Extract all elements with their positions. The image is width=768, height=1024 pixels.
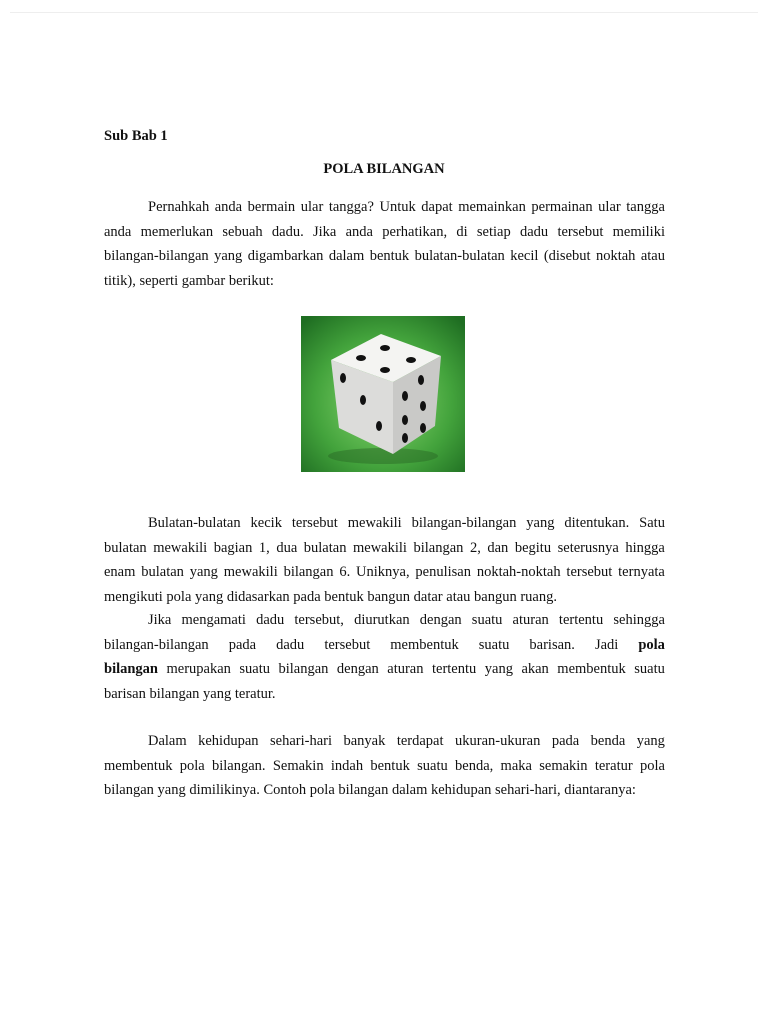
word: Uniknya, xyxy=(356,564,410,580)
word: diurutkan xyxy=(354,612,410,628)
word: Satu xyxy=(639,515,665,531)
word: aturan xyxy=(387,661,424,677)
word: 1, xyxy=(258,539,270,556)
word: bulatan xyxy=(141,564,184,580)
dice-image xyxy=(301,316,465,472)
word: bermain xyxy=(247,199,296,215)
word: anda xyxy=(104,223,132,240)
word: tertentu xyxy=(558,612,604,628)
word: yang xyxy=(636,733,665,749)
word: yang xyxy=(189,564,218,580)
word: bilangan xyxy=(278,661,329,677)
word: mewakili xyxy=(153,539,208,556)
word: 2, xyxy=(469,539,481,556)
word: dadu xyxy=(276,636,305,653)
word: tersebut xyxy=(291,515,338,531)
text-line xyxy=(104,244,665,269)
word: bentuk xyxy=(370,757,410,774)
text-line xyxy=(104,633,665,658)
paragraph-4 xyxy=(104,729,665,803)
word: memiliki xyxy=(612,223,665,240)
text-line xyxy=(104,608,665,633)
word: tersebut xyxy=(324,636,371,653)
word: Untuk xyxy=(379,199,416,215)
word: bilangan. xyxy=(212,757,266,774)
word: teratur xyxy=(594,757,633,774)
page-edge xyxy=(10,12,758,13)
line-text: barisan bilangan yang teratur. xyxy=(104,685,276,702)
word: memerlukan xyxy=(140,223,214,240)
paragraph-3 xyxy=(104,608,665,706)
line-text: titik), seperti gambar berikut: xyxy=(104,272,274,289)
word: membentuk xyxy=(104,757,173,774)
word: tersebut xyxy=(557,223,604,240)
word: tersebut xyxy=(566,564,613,580)
word: perhatikan, xyxy=(382,223,448,240)
word: kehidupan xyxy=(198,733,259,749)
word: hingga xyxy=(625,539,665,556)
word: dengan xyxy=(419,612,462,628)
word: dua xyxy=(276,539,298,556)
word: dalam xyxy=(328,248,365,264)
word: sebuah xyxy=(222,223,263,240)
word: anda xyxy=(345,223,373,240)
word: akan xyxy=(521,661,549,677)
word: bulatan xyxy=(104,539,147,556)
text-line xyxy=(104,778,665,803)
word: bilangan-bilangan xyxy=(411,515,517,531)
word: seterusnya xyxy=(557,539,619,556)
word: ukuran-ukuran xyxy=(454,733,541,749)
word: bilangan xyxy=(413,539,464,556)
text-line xyxy=(104,729,665,754)
word: suatu xyxy=(634,661,665,677)
word: ditentukan. xyxy=(564,515,630,531)
word: mewakili xyxy=(223,564,278,580)
word: Dalam xyxy=(148,733,187,749)
word: pola xyxy=(639,757,665,774)
text-line xyxy=(104,657,665,682)
word: kecil xyxy=(510,248,539,264)
line-text: bilangan yang dimilikinya. Contoh pola bilangan dalam kehidupan sehari-hari, diantaranya: xyxy=(104,782,636,798)
word: (disebut xyxy=(543,248,591,264)
text-line xyxy=(104,754,665,779)
word: aturan xyxy=(512,612,549,628)
word: semakin xyxy=(539,757,588,774)
word: bulatan-bulatan xyxy=(414,248,505,264)
word: dapat xyxy=(421,199,453,215)
word: terdapat xyxy=(396,733,444,749)
word: pada xyxy=(551,733,580,749)
word: banyak xyxy=(343,733,386,749)
word: yang xyxy=(484,661,513,677)
word: tangga xyxy=(626,199,665,215)
paragraph-2 xyxy=(104,511,665,609)
word: Jika xyxy=(313,223,337,240)
word: memainkan xyxy=(458,199,526,215)
word: Semakin xyxy=(272,757,324,774)
word: anda xyxy=(214,199,243,215)
word: sehari-hari xyxy=(270,733,332,749)
word: tertentu xyxy=(431,661,477,677)
word: Jadi xyxy=(594,636,619,653)
word: benda, xyxy=(455,757,494,774)
text-line xyxy=(104,536,665,561)
word: begitu xyxy=(514,539,552,556)
bold-term: bilangan xyxy=(104,661,158,677)
word: setiap xyxy=(476,223,511,240)
text-line xyxy=(104,220,665,245)
word: enam xyxy=(104,564,136,580)
word: noktah xyxy=(595,248,636,264)
word: yang xyxy=(526,515,555,531)
word: ular xyxy=(300,199,324,215)
word: mewakili xyxy=(353,539,407,556)
word: ular xyxy=(598,199,621,215)
word: tersebut, xyxy=(294,612,344,628)
paragraph-1 xyxy=(104,195,665,293)
word: pola xyxy=(179,757,205,774)
word: bilangan-bilangan xyxy=(104,636,209,653)
word: Bulatan-bulatan xyxy=(148,515,241,531)
word: permainan xyxy=(531,199,593,215)
word: sehingga xyxy=(613,612,665,628)
word: digambarkan xyxy=(247,248,324,264)
word: dengan xyxy=(336,661,379,677)
text-line xyxy=(104,560,665,585)
word: suatu xyxy=(239,661,270,677)
text-line xyxy=(104,585,665,610)
word: bentuk xyxy=(369,248,410,264)
word: membentuk xyxy=(390,636,459,653)
section-label: Sub Bab 1 xyxy=(104,128,168,144)
word: penulisan xyxy=(415,564,471,580)
word: bagian xyxy=(213,539,253,556)
word: Pernahkah xyxy=(148,199,210,215)
word: dadu xyxy=(256,612,285,628)
word: dadu. xyxy=(271,223,304,240)
word: membentuk xyxy=(557,661,626,677)
text-line xyxy=(104,682,665,707)
text-line xyxy=(104,511,665,536)
page-title: POLA BILANGAN xyxy=(323,161,445,177)
word: Jika xyxy=(148,612,172,628)
word: barisan. xyxy=(529,636,575,653)
word: dadu xyxy=(520,223,549,240)
word: 6. xyxy=(339,564,351,580)
word: di xyxy=(456,223,468,240)
word: tangga? xyxy=(328,199,374,215)
word: suatu xyxy=(417,757,448,774)
word: yang xyxy=(214,248,243,264)
bold-term: pola xyxy=(638,636,665,653)
text-line xyxy=(104,269,665,294)
word: pada xyxy=(228,636,257,653)
word: bilangan xyxy=(283,564,334,580)
word: ternyata xyxy=(618,564,665,580)
word: indah xyxy=(330,757,364,774)
word: dan xyxy=(487,539,509,556)
word: mewakili xyxy=(347,515,402,531)
word: noktah-noktah xyxy=(476,564,561,580)
word: merupakan xyxy=(166,661,231,677)
line-text: mengikuti pola yang didasarkan pada bentuk bangun datar atau bangun ruang. xyxy=(104,588,557,605)
word: maka xyxy=(500,757,532,774)
word: suatu xyxy=(478,636,510,653)
word: atau xyxy=(640,248,665,264)
text-line xyxy=(104,195,665,220)
word: bilangan-bilangan xyxy=(104,248,209,264)
word: kecik xyxy=(250,515,282,531)
word: benda xyxy=(590,733,626,749)
word: suatu xyxy=(471,612,503,628)
word: bulatan xyxy=(303,539,347,556)
word: mengamati xyxy=(181,612,246,628)
